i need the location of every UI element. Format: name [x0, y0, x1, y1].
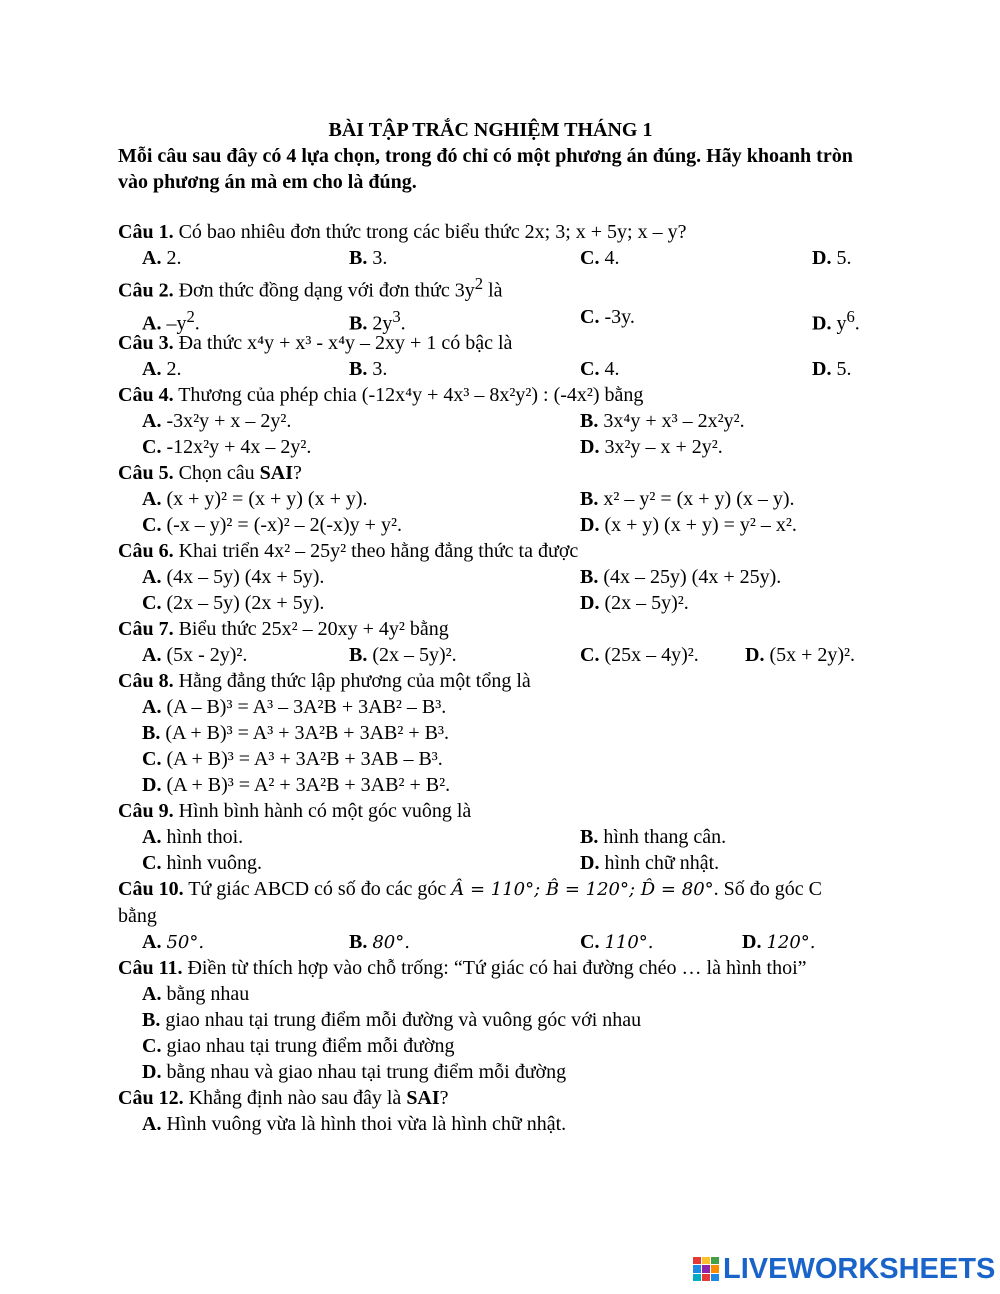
question-5-options-cd — [142, 512, 863, 538]
question-1-options — [142, 245, 863, 271]
option-c[interactable]: C. hình vuông. — [142, 851, 263, 874]
option-a[interactable]: A. Hình vuông vừa là hình thoi vừa là hình chữ nhật. — [142, 1112, 567, 1135]
option-d[interactable]: D. 120°. — [742, 930, 816, 953]
option-d[interactable]: D. (2x – 5y)². — [580, 591, 689, 614]
option-b[interactable]: B. 3x⁴y + x³ – 2x²y². — [580, 409, 745, 432]
question-4: Câu 4. Thương của phép chia (-12x⁴y + 4x³ – 8x²y²) : (-4x²) bằng — [118, 383, 644, 406]
option-d[interactable]: D. (A + B)³ = A² + 3A²B + 3AB² + B². — [142, 773, 451, 796]
question-11: Câu 11. Điền từ thích hợp vào chỗ trống: “Tứ giác có hai đường chéo … là hình thoi” — [118, 956, 807, 979]
option-d[interactable]: D. hình chữ nhật. — [580, 851, 720, 874]
question-6-options-ab — [142, 564, 863, 590]
option-a[interactable]: A. (4x – 5y) (4x + 5y). — [142, 565, 325, 588]
option-c[interactable]: C. (2x – 5y) (2x + 5y). — [142, 591, 325, 614]
option-b[interactable]: B. (A + B)³ = A³ + 3A²B + 3AB² + B³. — [142, 721, 449, 744]
logo-grid-icon — [693, 1257, 719, 1281]
option-b[interactable]: B. hình thang cân. — [580, 825, 727, 848]
option-a[interactable]: A. 2. — [142, 247, 182, 269]
option-a[interactable]: A. hình thoi. — [142, 825, 244, 848]
question-4-options-ab — [142, 408, 863, 434]
liveworksheets-logo — [693, 1253, 996, 1285]
option-b[interactable]: B. x² – y² = (x + y) (x – y). — [580, 487, 795, 510]
option-b[interactable]: B. $2y^3$. — [349, 306, 406, 335]
question-7: Câu 7. Biểu thức 25x² – 20xy + 4y² bằng — [118, 617, 449, 640]
option-d[interactable]: D. (5x + 2y)². — [745, 643, 856, 666]
option-c[interactable]: C. 110°. — [580, 930, 654, 953]
option-a[interactable]: A. bằng nhau — [142, 982, 250, 1005]
question-3-options — [142, 356, 863, 382]
option-b[interactable]: B. 80°. — [349, 930, 410, 953]
option-a[interactable]: A. $-y^2$. — [142, 306, 200, 335]
option-b[interactable]: B. giao nhau tại trung điểm mỗi đường và vuông góc với nhau — [142, 1008, 642, 1031]
page-title: BÀI TẬP TRẮC NGHIỆM THÁNG 1 — [328, 119, 653, 141]
option-a[interactable]: A. -3x²y + x – 2y². — [142, 409, 292, 432]
question-2-options — [142, 304, 863, 335]
question-5-options-ab — [142, 486, 863, 512]
question-3: Câu 3. Đa thức x⁴y + x³ - x⁴y – 2xy + 1 có bậc là — [118, 331, 513, 354]
option-a[interactable]: A. 2. — [142, 357, 182, 380]
question-7-options — [142, 642, 863, 668]
logo-text: LIVEWORKSHEETS — [723, 1253, 996, 1285]
option-c[interactable]: C. 4. — [580, 247, 620, 269]
question-6-options-cd — [142, 590, 863, 616]
option-c[interactable]: C. -12x²y + 4x – 2y². — [142, 435, 312, 458]
option-a[interactable]: A. (5x - 2y)². — [142, 643, 248, 666]
question-9-options-ab — [142, 824, 863, 850]
question-8: Câu 8. Hằng đẳng thức lập phương của một tổng là — [118, 669, 531, 692]
option-d[interactable]: D. 5. — [812, 247, 852, 269]
question-12: Câu 12. Khẳng định nào sau đây là SAI? — [118, 1086, 449, 1109]
option-a[interactable]: A. (x + y)² = (x + y) (x + y). — [142, 487, 368, 510]
option-d[interactable]: D. (x + y) (x + y) = y² – x². — [580, 513, 797, 536]
option-d[interactable]: D. 5. — [812, 357, 852, 380]
option-d[interactable]: D. $y^6$. — [812, 306, 860, 335]
option-b[interactable]: B. 3. — [349, 357, 388, 380]
option-d[interactable]: D. 3x²y – x + 2y². — [580, 435, 723, 458]
question-4-options-cd — [142, 434, 863, 460]
question-2: Câu 2. Đơn thức đồng dạng với đơn thức $3y^2$ là — [118, 274, 503, 302]
option-c[interactable]: C. giao nhau tại trung điểm mỗi đường — [142, 1034, 455, 1057]
option-a[interactable]: A. 50°. — [142, 930, 205, 953]
question-1: Câu 1. Có bao nhiêu đơn thức trong các biểu thức 2x; 3; x + 5y; x – y? — [118, 221, 687, 243]
question-10: Câu 10. Tứ giác ABCD có số đo các góc Â = 110°; B̂ = 120°; D̂ = 80°. Số đo góc C bằng — [118, 877, 822, 927]
option-c[interactable]: C. (A + B)³ = A³ + 3A²B + 3AB – B³. — [142, 747, 443, 770]
instructions: Mỗi câu sau đây có 4 lựa chọn, trong đó chỉ có một phương án đúng. Hãy khoanh tròn vào phương án mà em cho là đúng. — [118, 145, 853, 193]
question-10-options — [142, 929, 863, 955]
question-6: Câu 6. Khai triển 4x² – 25y² theo hằng đẳng thức ta được — [118, 539, 579, 562]
worksheet — [118, 117, 863, 1137]
question-5: Câu 5. Chọn câu SAI? — [118, 461, 302, 484]
option-c[interactable]: C. 4. — [580, 357, 620, 380]
option-b[interactable]: B. (2x – 5y)². — [349, 643, 457, 666]
option-a[interactable]: A. (A – B)³ = A³ – 3A²B + 3AB² – B³. — [142, 695, 447, 718]
option-b[interactable]: B. (4x – 25y) (4x + 25y). — [580, 565, 782, 588]
question-9-options-cd — [142, 850, 863, 876]
option-c[interactable]: C. -3y. — [580, 305, 635, 328]
option-b[interactable]: B. 3. — [349, 247, 388, 269]
option-c[interactable]: C. (-x – y)² = (-x)² – 2(-x)y + y². — [142, 513, 402, 536]
option-c[interactable]: C. (25x – 4y)². — [580, 643, 699, 666]
option-d[interactable]: D. bằng nhau và giao nhau tại trung điểm mỗi đường — [142, 1060, 567, 1083]
question-9: Câu 9. Hình bình hành có một góc vuông là — [118, 799, 472, 822]
